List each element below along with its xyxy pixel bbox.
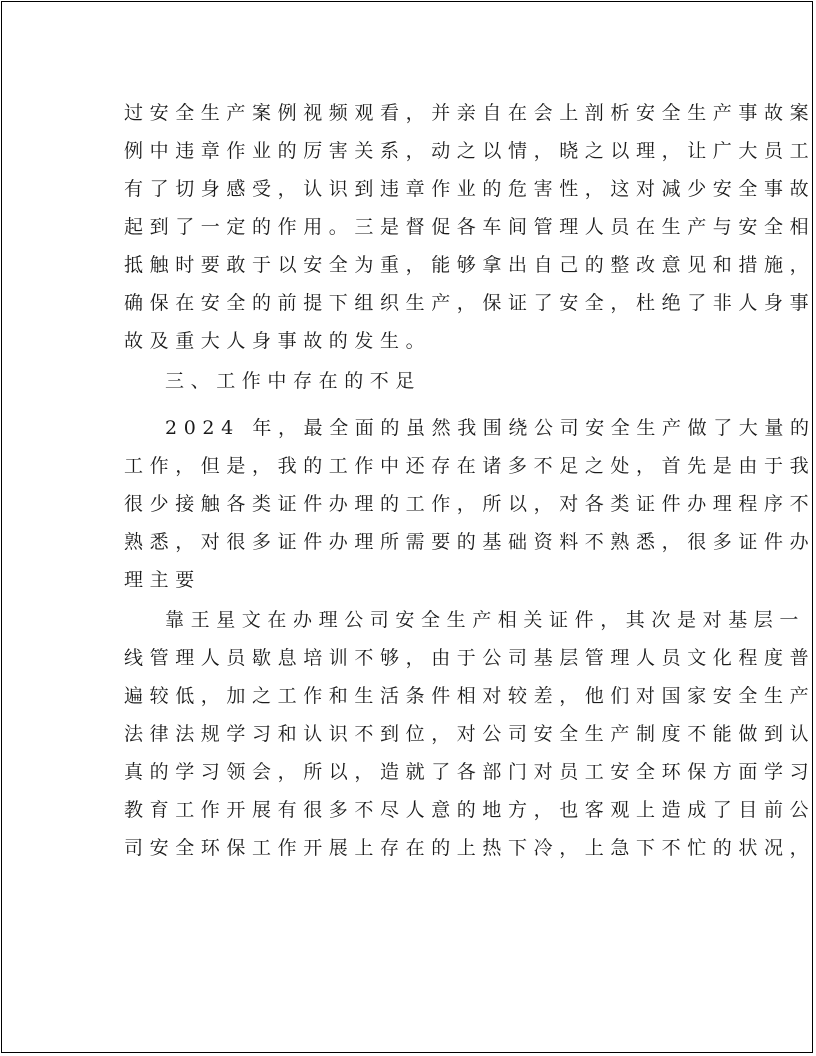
text-line: 过安全生产案例视频观看，并亲自在会上剖析安全生产事故案 bbox=[124, 102, 816, 124]
text-line: 理主要 bbox=[124, 569, 201, 591]
text-line: 抵触时要敢于以安全为重，能够拿出自己的整改意见和措施， bbox=[124, 254, 816, 276]
text-line: 确保在安全的前提下组织生产，保证了安全，杜绝了非人身事 bbox=[124, 292, 816, 314]
text-line: 法律法规学习和认识不到位，对公司安全生产制度不能做到认 bbox=[124, 723, 816, 745]
text-line: 遍较低，加之工作和生活条件相对较差，他们对国家安全生产 bbox=[124, 685, 816, 707]
document-page bbox=[1, 1, 816, 1053]
text-line: 工作，但是，我的工作中还存在诸多不足之处，首先是由于我 bbox=[124, 455, 816, 477]
text-line: 靠王星文在办理公司安全生产相关证件，其次是对基层一 bbox=[165, 609, 806, 631]
section-heading: 三、工作中存在的不足 bbox=[165, 370, 422, 392]
text-line: 线管理人员歇息培训不够，由于公司基层管理人员文化程度普 bbox=[124, 647, 816, 669]
text-line: 熟悉，对很多证件办理所需要的基础资料不熟悉，很多证件办 bbox=[124, 531, 816, 553]
text-line: 例中违章作业的厉害关系，动之以情，晓之以理，让广大员工 bbox=[124, 140, 816, 162]
text-line: 有了切身感受，认识到违章作业的危害性，这对减少安全事故 bbox=[124, 178, 816, 200]
text-line: 教育工作开展有很多不尽人意的地方，也客观上造成了目前公 bbox=[124, 799, 816, 821]
text-line: 司安全环保工作开展上存在的上热下冷，上急下不忙的状况， bbox=[124, 837, 816, 859]
text-line: 起到了一定的作用。三是督促各车间管理人员在生产与安全相 bbox=[124, 216, 816, 238]
text-line: 很少接触各类证件办理的工作，所以，对各类证件办理程序不 bbox=[124, 493, 816, 515]
text-line: 故及重大人身事故的发生。 bbox=[124, 330, 432, 352]
text-line: 2024 年，最全面的虽然我围绕公司安全生产做了大量的 bbox=[165, 417, 816, 439]
text-line: 真的学习领会，所以，造就了各部门对员工安全环保方面学习 bbox=[124, 761, 816, 783]
